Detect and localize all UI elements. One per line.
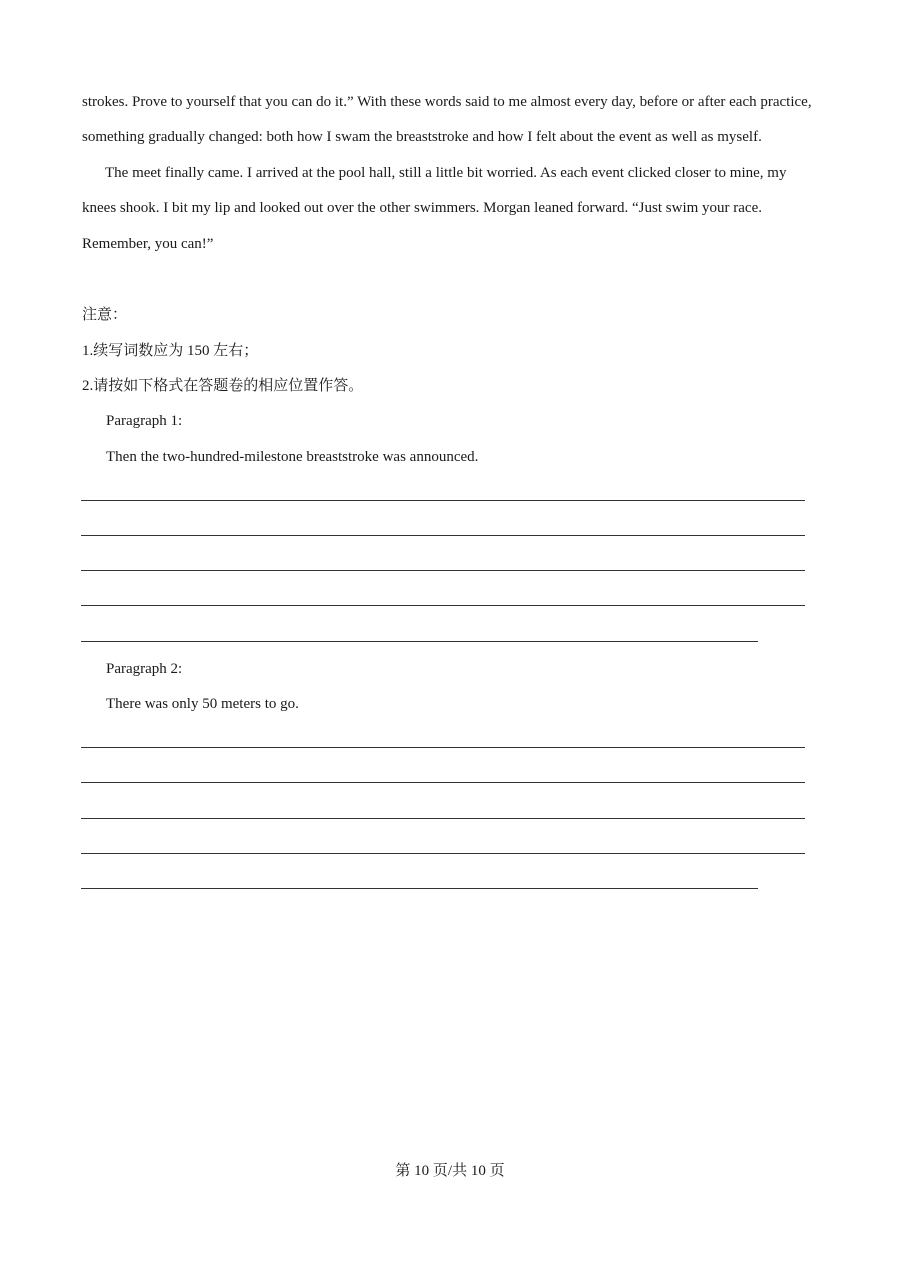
notes-item-format: 2.请按如下格式在答题卷的相应位置作答。 xyxy=(82,378,364,394)
answer-line xyxy=(81,500,805,501)
answer-line xyxy=(81,818,805,819)
answer-line xyxy=(81,605,805,606)
paragraph1-opening-sentence: Then the two-hundred-milestone breaststroke was announced. xyxy=(106,449,479,465)
story-paragraph-meet: The meet finally came. I arrived at the pool hall, still a little bit worried. As each event clicked closer to mine, my knees shook. I bit my lip and looked out over the other swimmers. Morgan leaned forward. “Just swim your race. Remember, you can!” xyxy=(82,164,787,252)
page-footer-number: 第 10 页/共 10 页 xyxy=(395,1163,505,1179)
notes-item-word-count: 1.续写词数应为 150 左右； xyxy=(82,343,259,359)
story-paragraph-continued: strokes. Prove to yourself that you can do it.” With these words said to me almost every day, before or after each practice, something gradually changed: both how I swam the breaststroke and how I felt about the event as well as myself. xyxy=(82,94,812,146)
answer-line xyxy=(81,853,805,854)
paragraph1-label: Paragraph 1: xyxy=(106,413,183,429)
answer-line xyxy=(81,782,805,783)
answer-line xyxy=(81,888,758,889)
answer-line xyxy=(81,535,805,536)
notes-heading: 注意： xyxy=(82,307,128,323)
story-text xyxy=(82,85,822,262)
answer-line xyxy=(81,641,758,642)
paragraph2-opening-sentence: There was only 50 meters to go. xyxy=(106,696,299,712)
answer-line xyxy=(81,570,805,571)
paragraph2-label: Paragraph 2: xyxy=(106,661,183,677)
answer-line xyxy=(81,747,805,748)
